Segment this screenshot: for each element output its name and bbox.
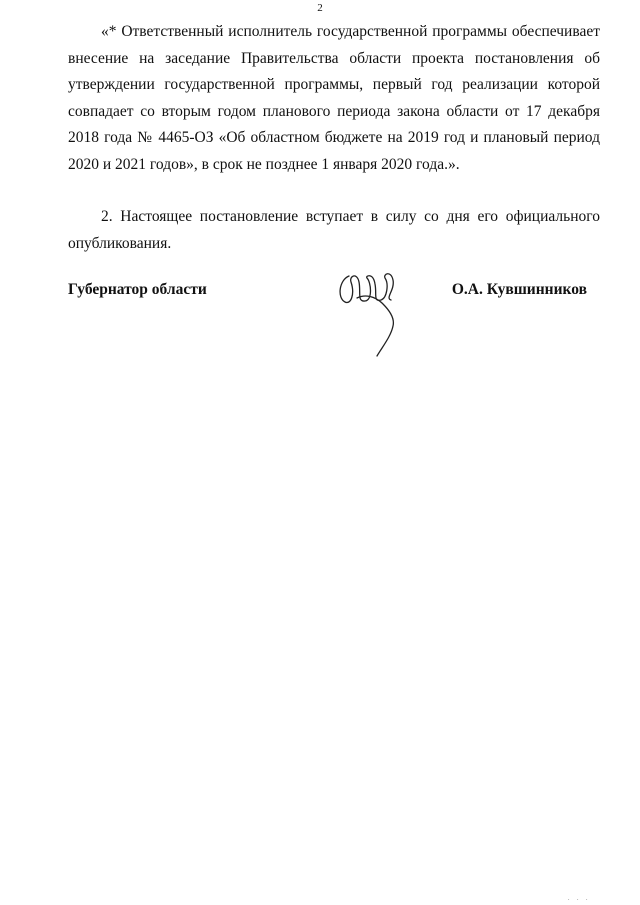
page-number: 2: [317, 2, 323, 14]
paragraph-budget-note: «* Ответственный исполнитель государственной программы обеспечивает внесение на заседание Правительства области проекта постановления об утверждении государственной программы, первый год реализации которой совпадает со вторым годом планового периода закона области от 17 декабря 2018 года № 4465-ОЗ «Об областном бюджете на 2019 год и плановый период 2020 и 2021 годов», в срок не позднее 1 января 2020 года.».: [68, 23, 600, 173]
handwritten-signature: [335, 268, 405, 363]
signature-block: [0, 280, 640, 370]
signatory-name: О.А. Кувшинников: [451, 281, 587, 298]
signatory-title: Губернатор области: [68, 281, 207, 298]
footer-mark: . . .: [568, 896, 591, 902]
paragraph-effective-date: 2. Настоящее постановление вступает в силу со дня его официального опубликования.: [68, 208, 600, 252]
